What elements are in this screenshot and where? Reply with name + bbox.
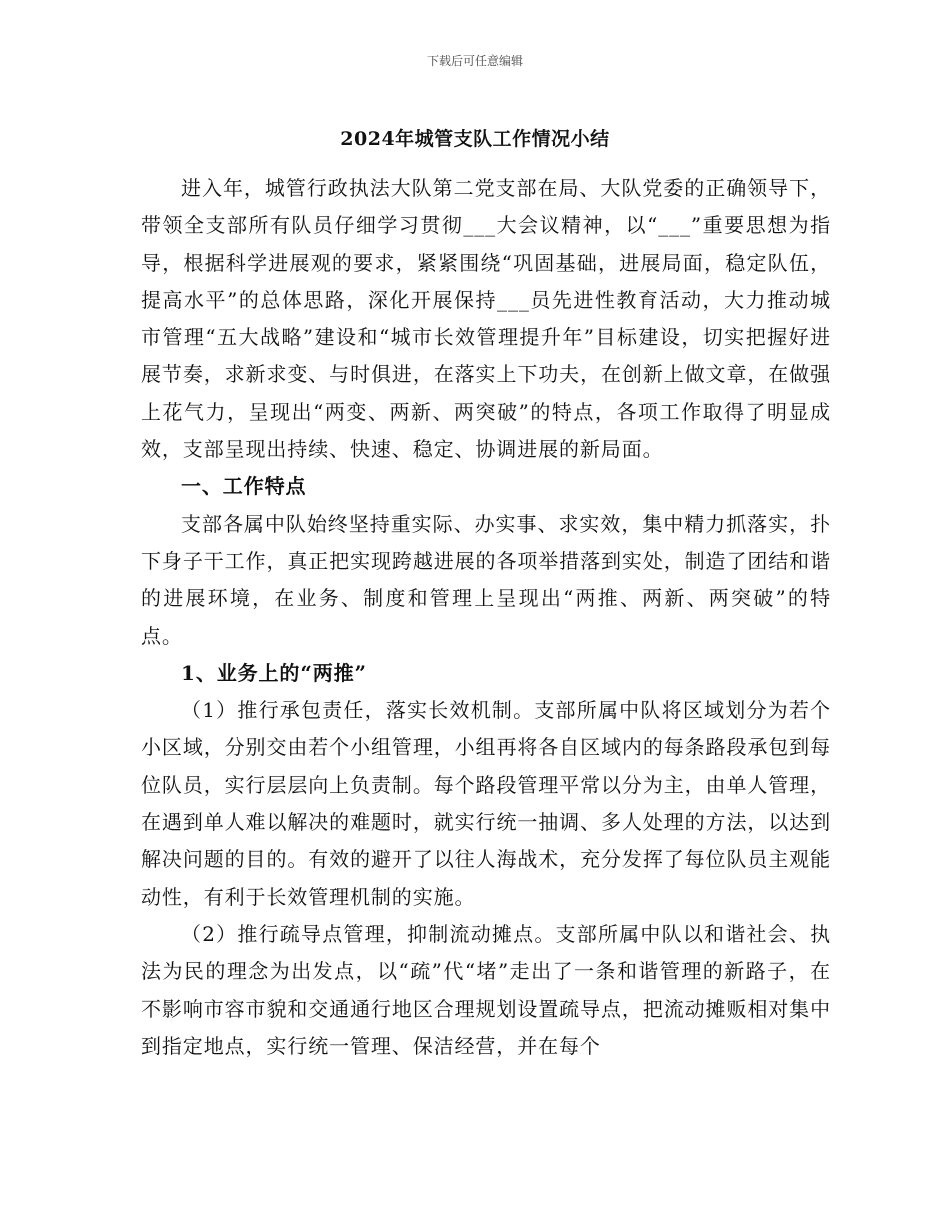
document-title: 2024年城管支队工作情况小结 (340, 128, 610, 150)
document-body (141, 170, 831, 1065)
section-heading-work-features: 一、工作特点 (181, 474, 307, 499)
page-header-note: 下载后可任意编辑 (426, 54, 523, 68)
paragraph-guidance-points: （2）推行疏导点管理，抑制流动摊点。支部所属中队以和谐社会、执法为民的理念为出发点，以“疏”代“堵”走出了一条和谐管理的新路子，在不影响市容市貌和交通通行地区合理规划设置疏导点，把流动摊贩相对集中到指定地点，实行统一管理、保洁经营，并在每个 (141, 921, 831, 1058)
paragraph-intro: 进入年，城管行政执法大队第二党支部在局、大队党委的正确领导下，带领全支部所有队员仔细学习贯彻___大会议精神，以“___”重要思想为指导，根据科学进展观的要求，紧紧围绕“巩固基础，进展局面，稳定队伍，提高水平”的总体思路，深化开展保持___员先进性教育活动，大力推动城市管理“五大战略”建设和“城市长效管理提升年”目标建设，切实把握好进展节奏，求新求变、与时俱进，在落实上下功夫，在创新上做文章，在做强上花气力，呈现出“两变、两新、两突破”的特点，各项工作取得了明显成效，支部呈现出持续、快速、稳定、协调进展的新局面。 (141, 176, 831, 462)
subsection-heading-business: 1、业务上的“两推” (181, 660, 367, 685)
paragraph-contract-responsibility: （1）推行承包责任，落实长效机制。支部所属中队将区域划分为若个小区域，分别交由若个小组管理，小组再将各自区域内的每条路段承包到每位队员，实行层层向上负责制。每个路段管理平常以分为主，由单人管理，在遇到单人难以解决的难题时，就实行统一抽调、多人处理的方法，以达到解决问题的目的。有效的避开了以往人海战术，充分发挥了每位队员主观能动性，有利于长效管理机制的实施。 (141, 698, 831, 909)
paragraph-work-features: 支部各属中队始终坚持重实际、办实事、求实效，集中精力抓落实，扑下身子干工作，真正把实现跨越进展的各项举措落到实处，制造了团结和谐的进展环境，在业务、制度和管理上呈现出“两推、两新、两突破”的特点。 (141, 511, 831, 648)
